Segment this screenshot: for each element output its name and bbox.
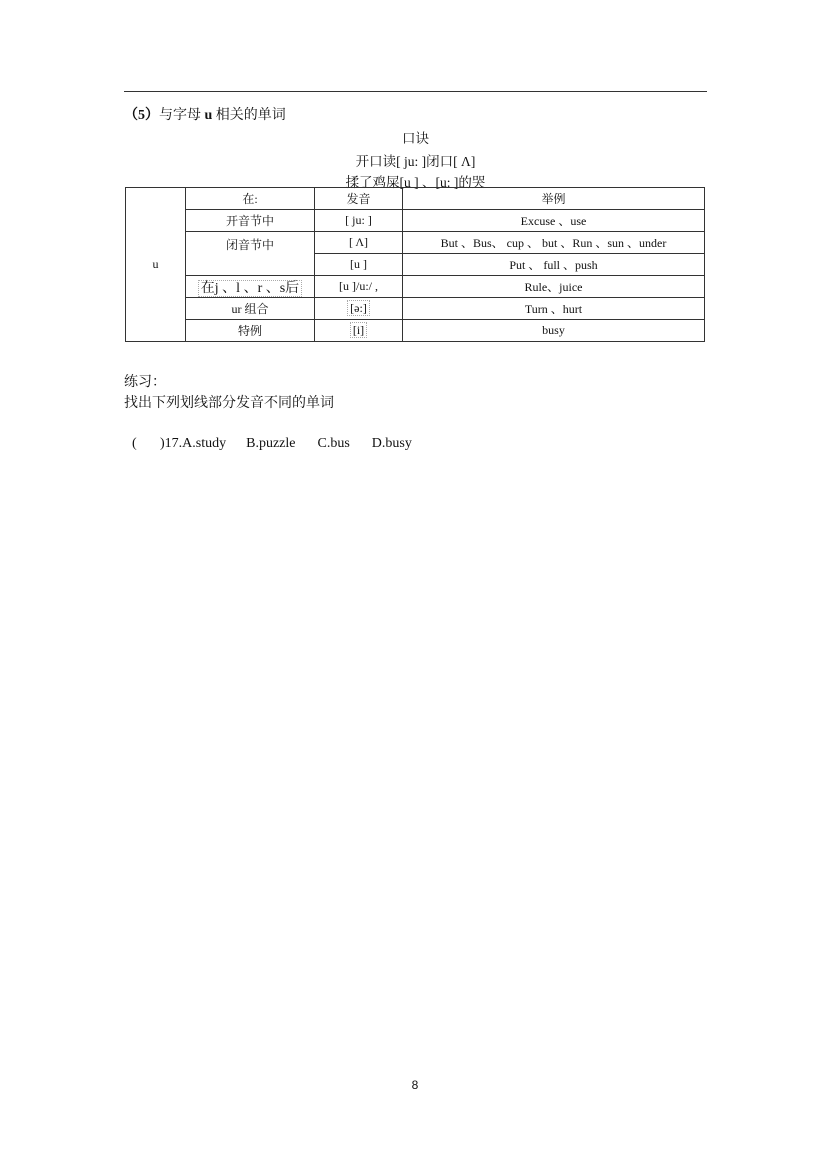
table-row — [126, 320, 705, 342]
table-header-row — [126, 188, 705, 210]
section-text-before: 与字母 — [159, 108, 201, 123]
example-cell: Turn 、hurt — [403, 298, 705, 320]
section-letter: u — [204, 108, 213, 123]
question-option-d: D.busy — [371, 436, 412, 451]
pronunciation-rules-table — [125, 187, 705, 342]
question-option-b: B.puzzle — [246, 436, 296, 451]
example-cell: Put 、 full 、push — [403, 254, 705, 276]
header-examples: 举例 — [403, 188, 705, 210]
pronunciation-text: [ə:] — [350, 301, 367, 315]
example-cell: Rule、juice — [403, 276, 705, 298]
mnemonic-line-2: 揉了鸡屎[u ] 、[u: ]的哭 — [345, 175, 486, 190]
answer-blank: ( — [132, 436, 137, 451]
example-cell: But 、Bus、 cup 、 but 、Run 、sun 、under — [403, 232, 705, 254]
section-text-after: 相关的单词 — [215, 108, 286, 123]
pronunciation-cell — [315, 320, 403, 342]
question-option-c: C.bus — [317, 436, 350, 451]
question-17 — [132, 436, 434, 452]
table-row — [126, 210, 705, 232]
section-heading — [124, 104, 286, 124]
position-cell: 开音节中 — [186, 210, 315, 232]
position-text: 在j 、l 、r 、s后 — [200, 280, 300, 296]
table-row — [126, 298, 705, 320]
pronunciation-cell: [u ]/u:/ , — [315, 276, 403, 298]
table-row — [126, 232, 705, 254]
example-cell: busy — [403, 320, 705, 342]
pronunciation-cell: [ ju: ] — [315, 210, 403, 232]
page-number: 8 — [411, 1078, 419, 1092]
mnemonic-title: 口诀 — [402, 131, 429, 146]
example-cell: Excuse 、use — [403, 210, 705, 232]
position-cell: 特例 — [186, 320, 315, 342]
pronunciation-cell — [315, 298, 403, 320]
position-cell: 闭音节中 — [186, 232, 315, 276]
pronunciation-cell: [u ] — [315, 254, 403, 276]
practice-instruction: 找出下列划线部分发音不同的单词 — [124, 396, 334, 411]
practice-label: 练习： — [124, 375, 166, 390]
pronunciation-text: [i] — [352, 323, 365, 337]
mnemonic-line-1: 开口读[ ju: ]闭口[ Λ] — [355, 154, 476, 169]
header-position: 在: — [186, 188, 315, 210]
table-row — [126, 276, 705, 298]
position-cell — [186, 276, 315, 298]
section-number: （5） — [124, 108, 159, 123]
letter-cell: u — [126, 188, 186, 342]
header-rule — [124, 91, 707, 92]
question-option-a: )17.A.study — [160, 436, 227, 451]
position-cell: ur 组合 — [186, 298, 315, 320]
header-pronunciation: 发音 — [315, 188, 403, 210]
pronunciation-cell: [ Λ] — [315, 232, 403, 254]
